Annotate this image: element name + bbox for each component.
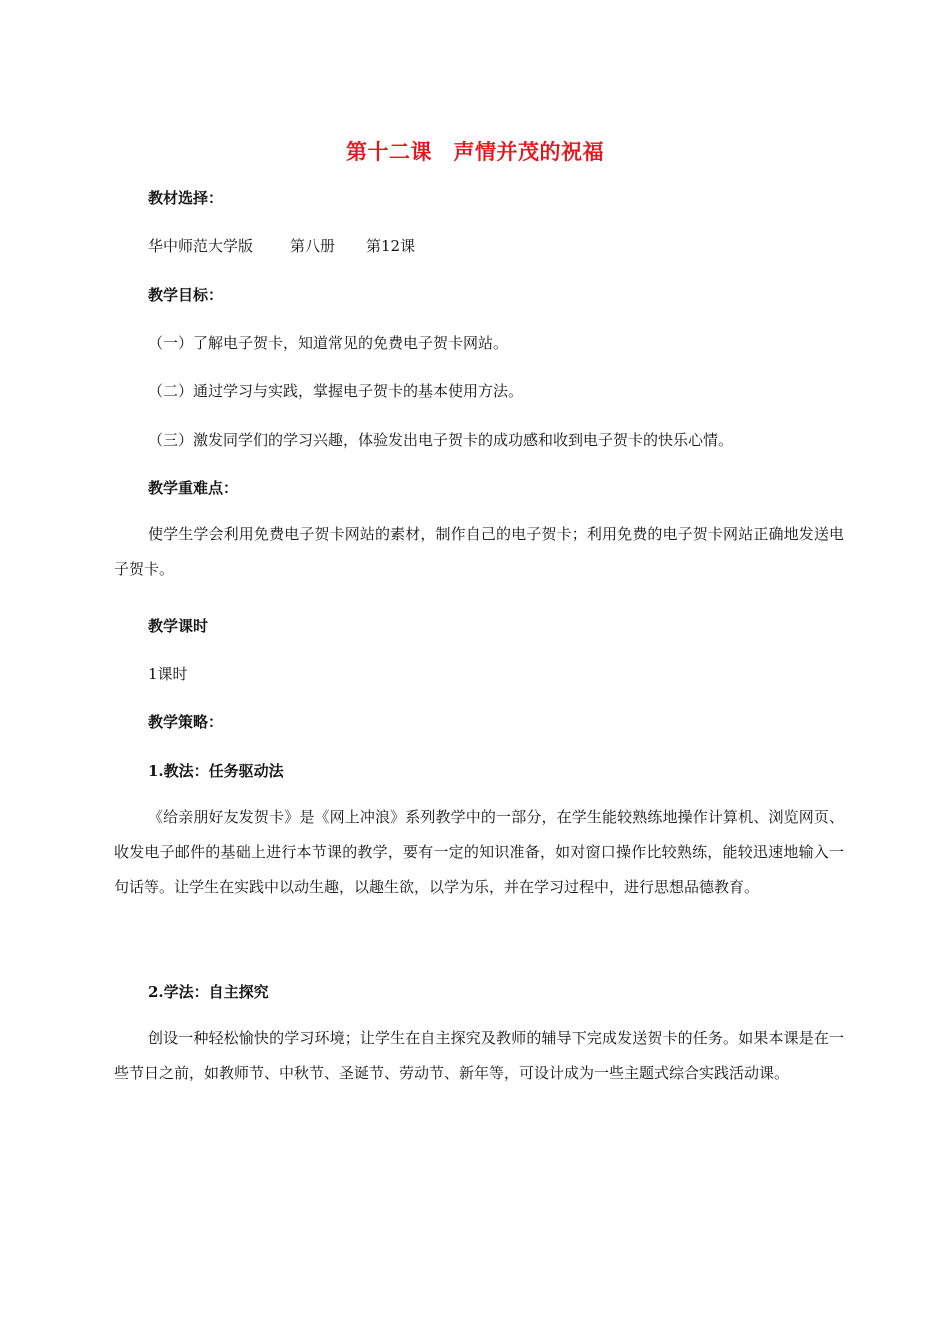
learning-method-text: 创设一种轻松愉快的学习环境；让学生在自主探究及教师的辅导下完成发送贺卡的任务。如果本课是在一些节日之前，如教师节、中秋节、圣诞节、劳动节、新年等，可设计成为一些主题式综合实践活动课。 <box>114 1029 844 1082</box>
textbook-lesson: 第12课 <box>366 237 416 255</box>
hours-heading: 教学课时 <box>148 617 209 635</box>
textbook-info <box>148 235 415 257</box>
key-points-text: 使学生学会利用免费电子贺卡网站的素材，制作自己的电子贺卡；利用免费的电子贺卡网站正确地发送电子贺卡。 <box>114 525 844 578</box>
textbook-volume: 第八册 <box>290 237 336 255</box>
goals-heading: 教学目标： <box>148 286 224 304</box>
key-points-heading: 教学重难点： <box>148 479 239 497</box>
hours-text: 1课时 <box>148 665 188 683</box>
lesson-title: 第十二课 声情并茂的祝福 <box>346 139 604 164</box>
goal-item: （二）通过学习与实践，掌握电子贺卡的基本使用方法。 <box>148 382 524 400</box>
material-heading: 教材选择： <box>148 189 224 207</box>
teaching-method-heading: 1.教法：任务驱动法 <box>148 762 284 780</box>
textbook-publisher: 华中师范大学版 <box>148 237 254 255</box>
teaching-method-text: 《给亲朋好友发贺卡》是《网上冲浪》系列教学中的一部分，在学生能较熟练地操作计算机、浏览网页、收发电子邮件的基础上进行本节课的教学，要有一定的知识准备，如对窗口操作比较熟练，能较迅速地输入一句话等。让学生在实践中以动生趣，以趣生欲，以学为乐，并在学习过程中，进行思想品德教育。 <box>114 808 844 896</box>
goal-item: （三）激发同学们的学习兴趣，体验发出电子贺卡的成功感和收到电子贺卡的快乐心情。 <box>148 431 734 449</box>
learning-method-heading: 2.学法：自主探究 <box>148 983 269 1001</box>
strategy-heading: 教学策略： <box>148 713 224 731</box>
goal-item: （一）了解电子贺卡，知道常见的免费电子贺卡网站。 <box>148 334 509 352</box>
